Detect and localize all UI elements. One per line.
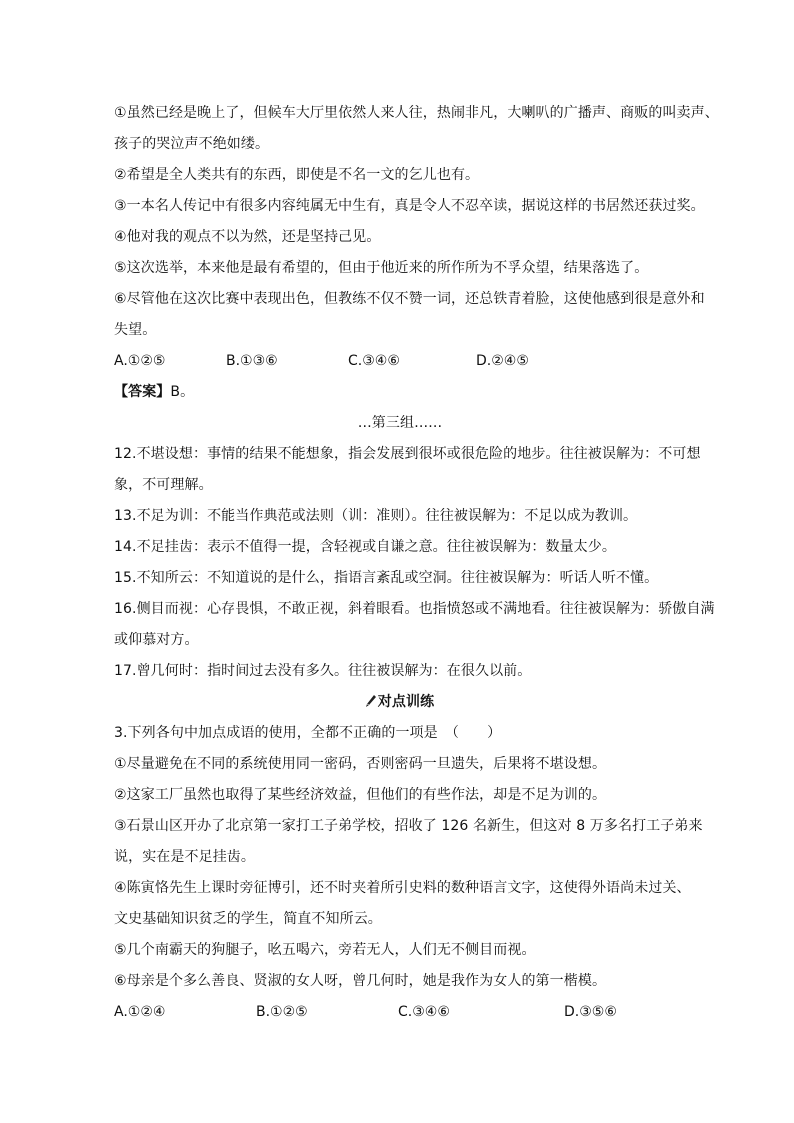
question3 bbox=[114, 718, 703, 997]
training-title: 对点训练 bbox=[377, 694, 435, 710]
answer-value: B。 bbox=[170, 384, 195, 400]
text-line: 或仰慕对方。 bbox=[114, 632, 199, 648]
answer-label: 【答案】 bbox=[114, 384, 171, 400]
question-stem: 3.下列各句中加点成语的使用，全都不正确的一项是 （ ） bbox=[114, 725, 502, 741]
text-line: ②这家工厂虽然也取得了某些经济效益，但他们的有些作法，却是不足为训的。 bbox=[114, 787, 607, 803]
text-line: 文史基础知识贫乏的学生，简直不知所云。 bbox=[114, 911, 382, 927]
answer-line bbox=[114, 377, 686, 408]
option-c: C.③④⑥ bbox=[398, 1004, 450, 1020]
text-line: ⑥尽管他在这次比赛中表现出色，但教练不仅不赞一词，还总铁青着脸，这使他感到很是意外和 bbox=[114, 291, 705, 307]
text-line: ④他对我的观点不以为然，还是坚持己见。 bbox=[114, 229, 381, 245]
text-line: ①虽然已经是晚上了，但候车大厅里依然人来人往，热闹非凡，大喇叭的广播声、商贩的叫卖声、 bbox=[114, 105, 719, 121]
pencil-icon bbox=[366, 688, 376, 700]
option-a: A.①②④ bbox=[114, 1004, 166, 1020]
option-d: D.③⑤⑥ bbox=[564, 1004, 617, 1020]
option-b: B.①②⑤ bbox=[256, 1004, 308, 1020]
text-line: 失望。 bbox=[114, 322, 157, 338]
text-line: 17.曾几何时：指时间过去没有多久。往往被误解为：在很久以前。 bbox=[114, 663, 532, 679]
text-line: 15.不知所云：不知道说的是什么，指语言紊乱或空洞。往往被误解为：听话人听不懂。 bbox=[114, 570, 659, 586]
block1-options bbox=[114, 346, 686, 377]
text-line: ⑥母亲是个多么善良、贤淑的女人呀，曾几何时，她是我作为女人的第一楷模。 bbox=[114, 973, 607, 989]
document-page bbox=[114, 98, 719, 1028]
text-line: ⑤几个南霸天的狗腿子，吆五喝六，旁若无人，人们无不侧目而视。 bbox=[114, 942, 536, 958]
text-line: 13.不足为训：不能当作典范或法则（训：准则）。往往被误解为：不足以成为教训。 bbox=[114, 508, 638, 524]
text-line: ①尽量避免在不同的系统使用同一密码，否则密码一旦遗失，后果将不堪设想。 bbox=[114, 756, 607, 772]
option-d: D.②④⑤ bbox=[476, 353, 529, 369]
text-line: 说，实在是不足挂齿。 bbox=[114, 849, 255, 865]
block1-sentences bbox=[114, 98, 719, 346]
text-line: 孩子的哭泣声不绝如缕。 bbox=[114, 136, 270, 152]
option-b: B.①③⑥ bbox=[226, 353, 278, 369]
text-line: ②希望是全人类共有的东西，即使是不名一文的乞儿也有。 bbox=[114, 167, 480, 183]
text-line: ④陈寅恪先生上课时旁征博引，还不时夹着所引史料的数种语言文字，这使得外语尚未过关、 bbox=[114, 880, 691, 896]
option-a: A.①②⑤ bbox=[114, 353, 166, 369]
text-line: ⑤这次选举，本来他是最有希望的，但由于他近来的所作所为不孚众望，结果落选了。 bbox=[114, 260, 649, 276]
text-line: 12.不堪设想：事情的结果不能想象，指会发展到很坏或很危险的地步。往往被误解为：不可想 bbox=[114, 446, 701, 462]
group-entries bbox=[114, 439, 715, 687]
text-line: 象，不可理解。 bbox=[114, 477, 213, 493]
question3-options bbox=[114, 997, 686, 1028]
text-line: ③石景山区开办了北京第一家打工子弟学校，招收了 126 名新生，但这对 8 万多名打工子弟来 bbox=[114, 818, 703, 834]
text-line: 16.侧目而视：心存畏惧，不敢正视，斜着眼看。也指愤怒或不满地看。往往被误解为：骄傲自满 bbox=[114, 601, 715, 617]
text-line: 14.不足挂齿：表示不值得一提，含轻视或自谦之意。往往被误解为：数量太少。 bbox=[114, 539, 616, 555]
option-c: C.③④⑥ bbox=[348, 353, 400, 369]
group-title: …第三组…… bbox=[357, 415, 443, 431]
text-line: ③一本名人传记中有很多内容纯属无中生有，真是令人不忍卒读，据说这样的书居然还获过奖。 bbox=[114, 198, 705, 214]
training-header bbox=[114, 687, 686, 718]
